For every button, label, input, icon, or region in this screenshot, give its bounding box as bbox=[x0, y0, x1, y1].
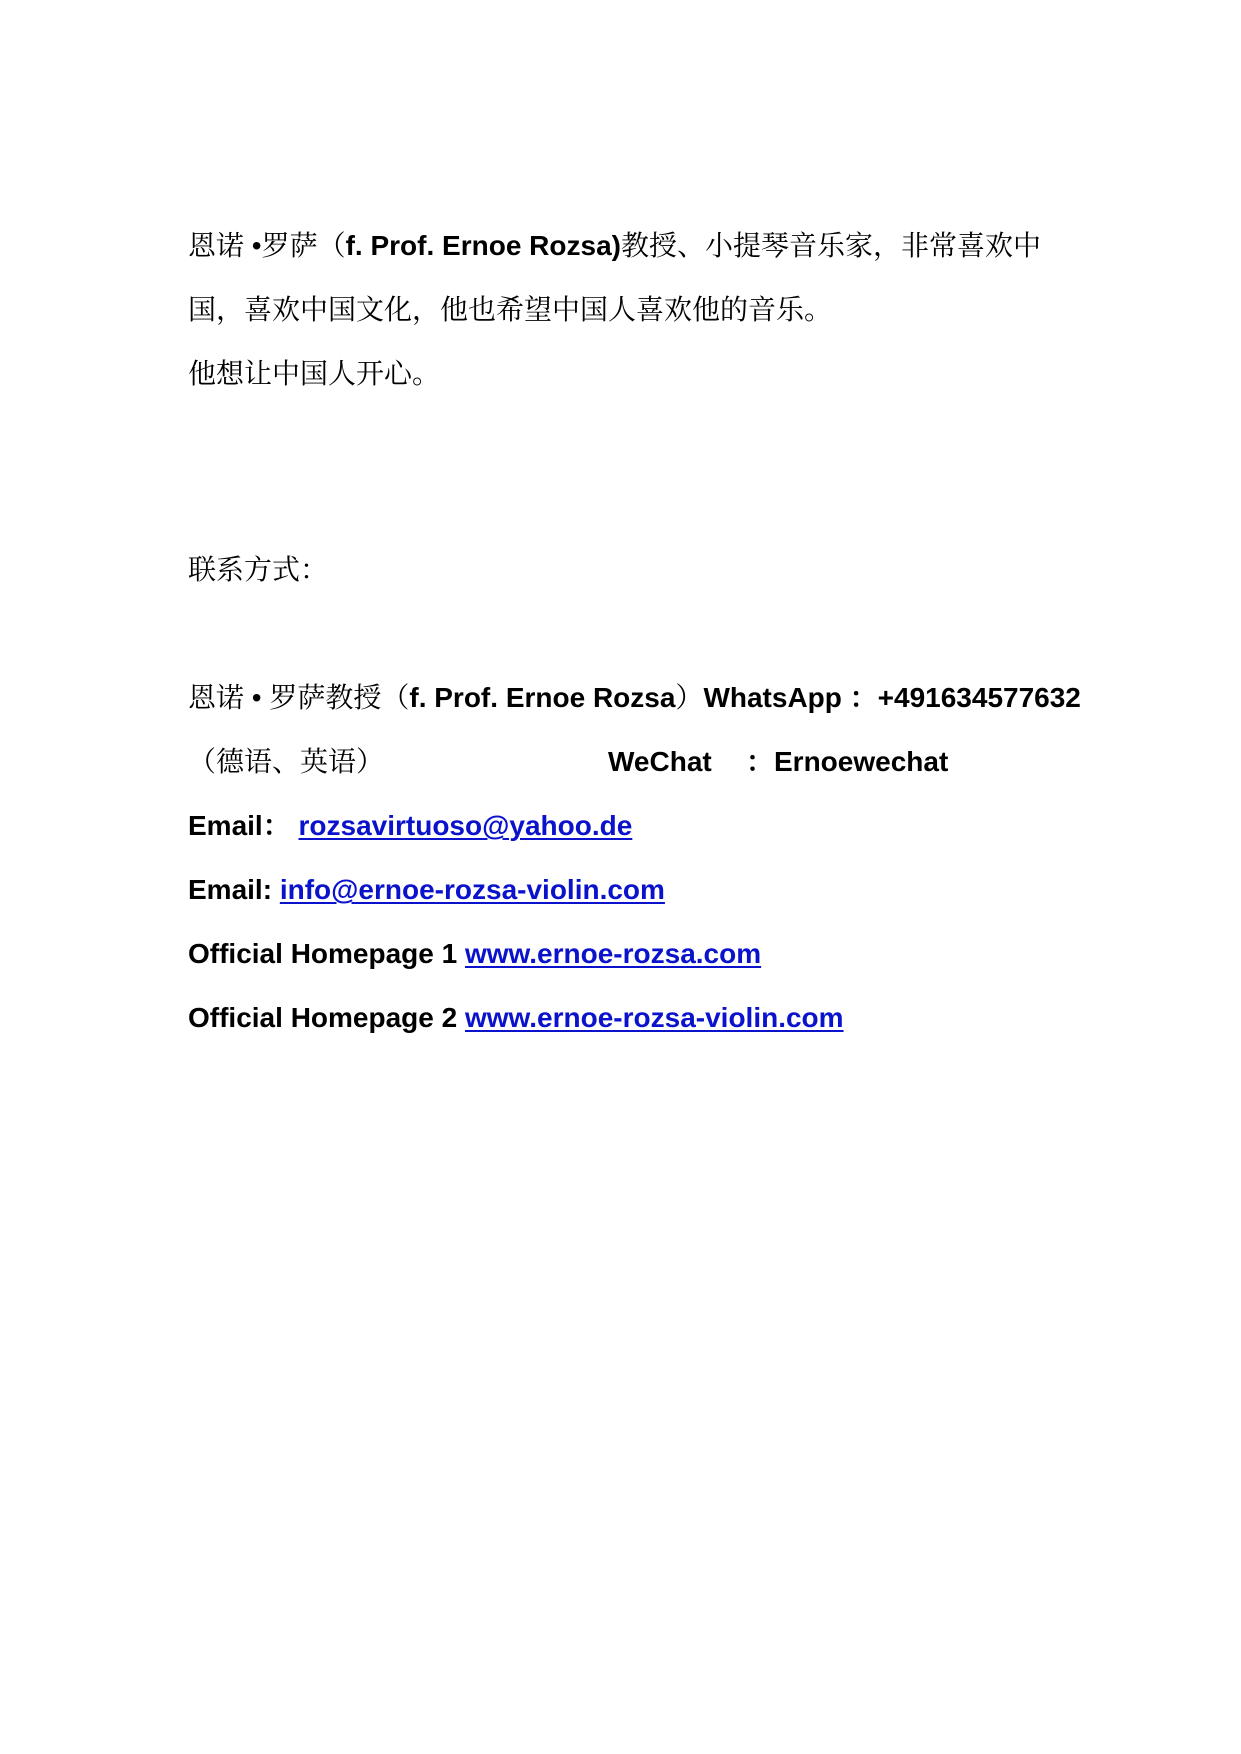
email-row-2 bbox=[188, 870, 665, 910]
contact-name-row bbox=[188, 678, 1081, 718]
homepage-label-1: Official Homepage 1 bbox=[188, 938, 465, 969]
intro-line-2: 国，喜欢中国文化，他也希望中国人喜欢他的音乐。 bbox=[188, 294, 833, 325]
wechat-value: Ernoewechat bbox=[774, 746, 949, 777]
homepage-label-2: Official Homepage 2 bbox=[188, 1002, 465, 1033]
intro-cn-suffix: 教授、小提琴音乐家，非常喜欢中 bbox=[620, 230, 1041, 261]
wechat-separator: ： bbox=[746, 746, 775, 777]
email-row-1 bbox=[188, 806, 632, 846]
email-label-2: Email: bbox=[188, 874, 280, 905]
intro-name-en: f. Prof. Ernoe Rozsa) bbox=[345, 230, 621, 261]
contact-name-close: ） bbox=[675, 682, 704, 713]
intro-line-1 bbox=[188, 226, 1041, 266]
wechat-label: WeChat bbox=[608, 746, 712, 777]
contact-name-cn: 恩诺 • 罗萨教授（ bbox=[188, 682, 410, 713]
homepage-link-2[interactable]: www.ernoe-rozsa-violin.com bbox=[464, 1002, 844, 1033]
contact-languages: （德语、英语） bbox=[188, 746, 385, 777]
intro-line-3: 他想让中国人开心。 bbox=[188, 358, 441, 389]
homepage-link-1[interactable]: www.ernoe-rozsa.com bbox=[464, 938, 762, 969]
whatsapp-label: WhatsApp ： bbox=[703, 682, 878, 713]
intro-cn-prefix: 恩诺 •罗萨（ bbox=[188, 230, 346, 261]
homepage-row-2 bbox=[188, 998, 844, 1038]
email-label-1: Email： bbox=[188, 810, 291, 841]
homepage-row-1 bbox=[188, 934, 761, 974]
whatsapp-value: +491634577632 bbox=[877, 682, 1081, 713]
email-link-2[interactable]: info@ernoe-rozsa-violin.com bbox=[279, 874, 665, 905]
contact-heading: 联系方式： bbox=[188, 554, 329, 585]
email-link-1[interactable]: rozsavirtuoso@yahoo.de bbox=[298, 810, 633, 841]
contact-name-en: f. Prof. Ernoe Rozsa bbox=[409, 682, 676, 713]
